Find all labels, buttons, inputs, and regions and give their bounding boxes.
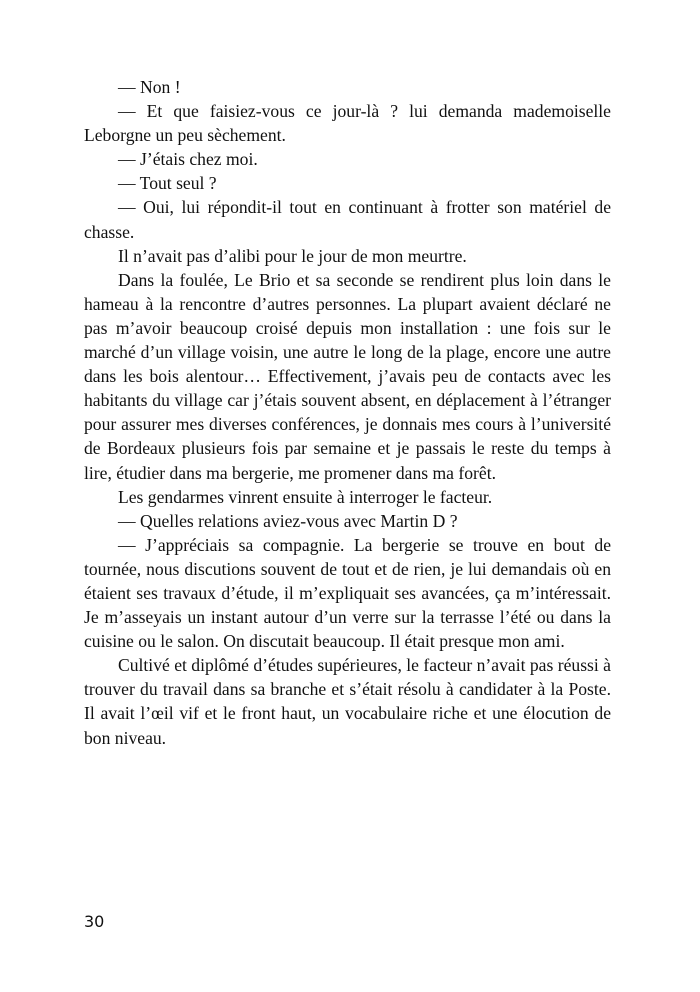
page-body [84, 75, 611, 750]
paragraph-10: — J’appréciais sa compagnie. La bergerie se trouve en bout de tournée, nous discutions souvent de tout et de rien, je lui demandais où en étaient ses travaux d’étude, il m’expliquait ses avancées, ça m’intéressait. Je m’asseyais un instant autour d’un verre sur la terrasse l’été ou dans la cuisine ou le salon. On discutait beaucoup. Il était presque mon ami. [84, 534, 611, 652]
paragraph-3: — J’étais chez moi. [118, 149, 258, 170]
paragraph-5: — Oui, lui répondit-il tout en continuant à frotter son matériel de chasse. [84, 197, 611, 242]
paragraph-8: Les gendarmes vinrent ensuite à interroger le facteur. [118, 486, 493, 507]
page-number: 30 [84, 912, 105, 931]
paragraph-2: — Et que faisiez-vous ce jour-là ? lui demanda mademoiselle Leborgne un peu sèchement. [84, 101, 611, 146]
paragraph-7: Dans la foulée, Le Brio et sa seconde se rendirent plus loin dans le hameau à la rencontre d’autres personnes. La plupart avaient déclaré ne pas m’avoir beaucoup croisé depuis mon installation : une fois sur le marché d’un village voisin, une autre le long de la plage, encore une autre dans les bois alentour… Effectivement, j’avais peu de contacts avec les habitants du village car j’étais souvent absent, en déplacement à l’étranger pour assurer mes diverses conférences, je donnais mes cours à l’université de Bordeaux plusieurs fois par semaine et je passais le reste du temps à lire, étudier dans ma bergerie, me promener dans ma forêt. [84, 269, 611, 483]
paragraph-6: Il n’avait pas d’alibi pour le jour de mon meurtre. [118, 245, 467, 266]
paragraph-4: — Tout seul ? [118, 173, 217, 194]
paragraph-1: — Non ! [118, 77, 181, 97]
paragraph-9: — Quelles relations aviez-vous avec Martin D ? [118, 510, 458, 531]
paragraph-11: Cultivé et diplômé d’études supérieures, le facteur n’avait pas réussi à trouver du travail dans sa branche et s’était résolu à candidater à la Poste. Il avait l’œil vif et le front haut, un vocabulaire riche et une élocution de bon niveau. [84, 655, 611, 748]
